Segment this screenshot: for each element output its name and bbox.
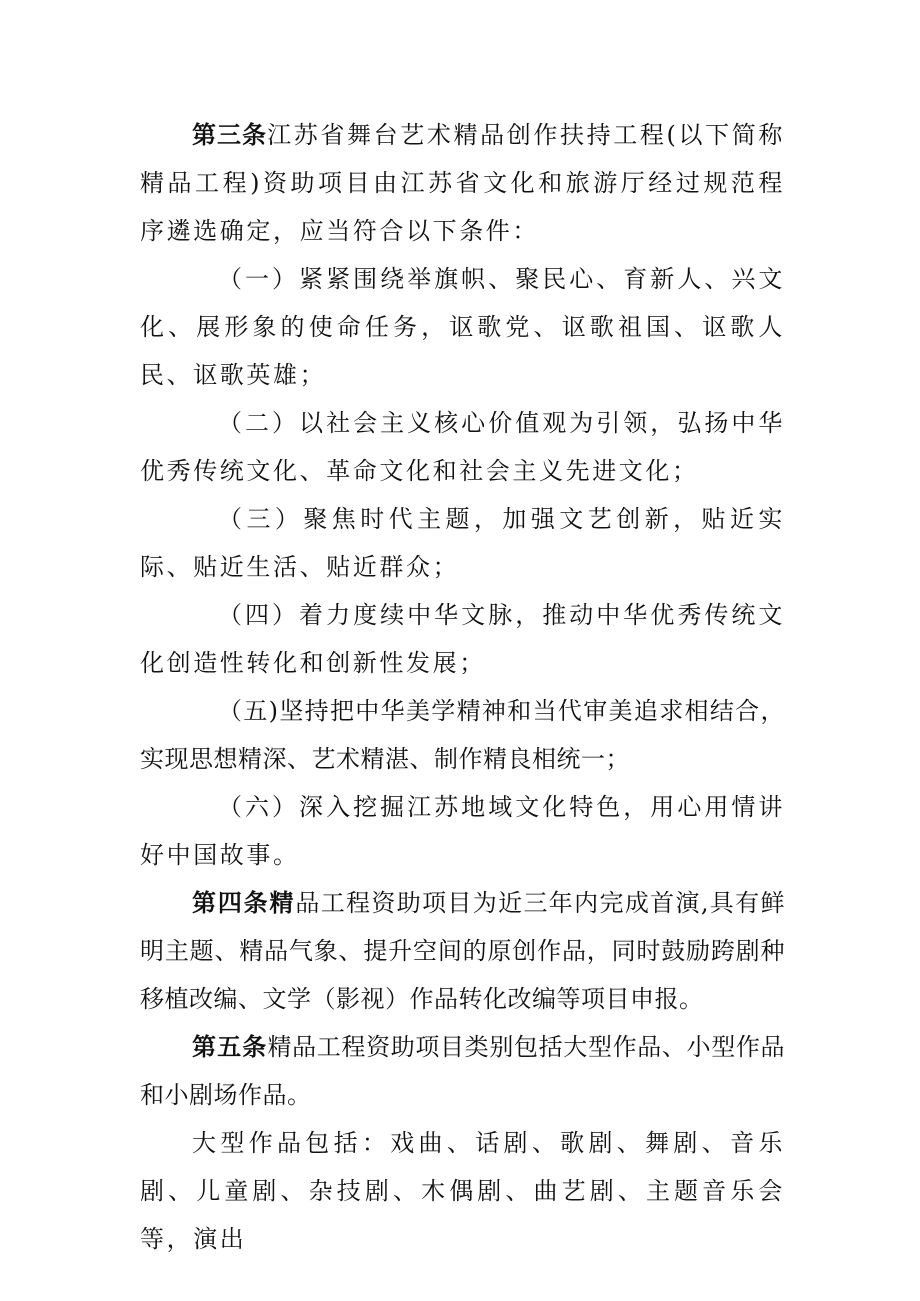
large-works-paragraph: 大型作品包括：戏曲、话剧、歌剧、舞剧、音乐剧、儿童剧、杂技剧、木偶剧、曲艺剧、主题音乐会等，演出 — [140, 1129, 785, 1253]
article-5-number: 第五条 — [192, 1033, 268, 1061]
document-body — [140, 111, 785, 1263]
article-3 — [140, 111, 785, 255]
article-4 — [140, 879, 785, 1023]
condition-6: （六）深入挖掘江苏地域文化特色，用心用情讲好中国故事。 — [140, 793, 785, 869]
article-5-text: 精品工程资助项目类别包括大型作品、小型作品和小剧场作品。 — [140, 1033, 786, 1109]
article-4-text: 品工程资助项目为近三年内完成首演,具有鲜明主题、精品气象、提升空间的原创作品，同时鼓励跨剧种移植改编、文学（影视）作品转化改编等项目申报。 — [140, 889, 785, 1013]
article-4-number: 第四条精 — [192, 889, 296, 917]
article-3-text: 江苏省舞台艺术精品创作扶持工程(以下简称精品工程)资助项目由江苏省文化和旅游厅经过规范程序遴选确定，应当符合以下条件： — [140, 121, 785, 245]
condition-5: （五)坚持把中华美学精神和当代审美追求相结合，实现思想精深、艺术精湛、制作精良相统一； — [140, 697, 785, 773]
condition-3: （三）聚焦时代主题，加强文艺创新，贴近实际、贴近生活、贴近群众； — [140, 505, 785, 581]
article-3-number: 第三条 — [192, 121, 268, 149]
condition-1: （一）紧紧围绕举旗帜、聚民心、育新人、兴文化、展形象的使命任务，讴歌党、讴歌祖国、讴歌人民、讴歌英雄； — [140, 265, 785, 389]
article-5 — [140, 1023, 785, 1119]
condition-2: （二）以社会主义核心价值观为引领，弘扬中华优秀传统文化、革命文化和社会主义先进文化； — [140, 409, 785, 485]
condition-4: （四）着力度续中华文脉，推动中华优秀传统文化创造性转化和创新性发展； — [140, 601, 785, 677]
